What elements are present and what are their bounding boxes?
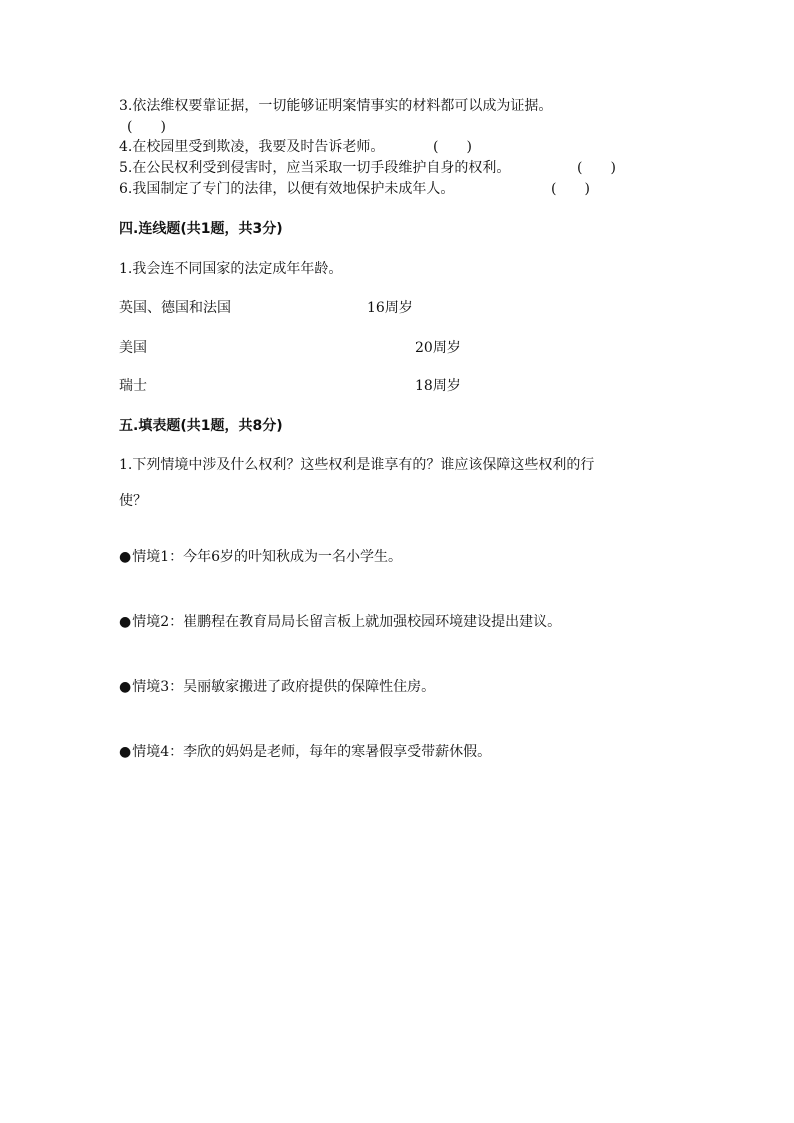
scenario-3 (119, 678, 435, 696)
match-left-item-3[interactable]: 瑞士 (119, 378, 147, 394)
match-left-item-2[interactable]: 美国 (119, 340, 147, 356)
bullet-icon: ● (119, 614, 132, 630)
scenario-1 (119, 548, 402, 566)
question-6-answer-blank[interactable]: ( ) (551, 181, 590, 197)
match-left-item-1[interactable]: 英国、德国和法国 (119, 300, 231, 316)
bullet-icon: ● (119, 744, 132, 760)
scenario-4 (119, 743, 491, 761)
question-3-text: 3.依法维权要靠证据，一切能够证明案情事实的材料都可以成为证据。 (119, 98, 553, 114)
scenario-1-text: 情境1：今年6岁的叶知秋成为一名小学生。 (132, 549, 403, 565)
section-4-question: 1.我会连不同国家的法定成年年龄。 (119, 261, 343, 277)
match-right-item-2[interactable]: 20周岁 (415, 340, 461, 356)
section-5-heading: 五.填表题(共1题，共8分) (119, 418, 283, 434)
match-right-item-1[interactable]: 16周岁 (367, 300, 413, 316)
question-5-text: 5.在公民权利受到侵害时，应当采取一切手段维护自身的权利。 (119, 160, 511, 176)
match-right-item-3[interactable]: 18周岁 (415, 378, 461, 394)
question-4-answer-blank[interactable]: ( ) (433, 139, 472, 155)
bullet-icon: ● (119, 679, 132, 695)
section-5-question-line-1: 1.下列情境中涉及什么权利？这些权利是谁享有的？谁应该保障这些权利的行 (119, 457, 595, 473)
scenario-2-text: 情境2：崔鹏程在教育局局长留言板上就加强校园环境建设提出建议。 (132, 614, 562, 630)
question-4-text: 4.在校园里受到欺凌，我要及时告诉老师。 (119, 139, 385, 155)
question-6-text: 6.我国制定了专门的法律，以便有效地保护未成年人。 (119, 181, 455, 197)
scenario-4-text: 情境4：李欣的妈妈是老师，每年的寒暑假享受带薪休假。 (132, 744, 492, 760)
section-5-question-line-2: 使？ (119, 493, 147, 509)
section-4-heading: 四.连线题(共1题，共3分) (119, 221, 283, 237)
question-5-answer-blank[interactable]: ( ) (577, 160, 616, 176)
scenario-2 (119, 613, 561, 631)
scenario-3-text: 情境3：吴丽敏家搬进了政府提供的保障性住房。 (132, 679, 436, 695)
question-3-answer-blank[interactable]: ( ) (127, 119, 166, 135)
bullet-icon: ● (119, 549, 132, 565)
